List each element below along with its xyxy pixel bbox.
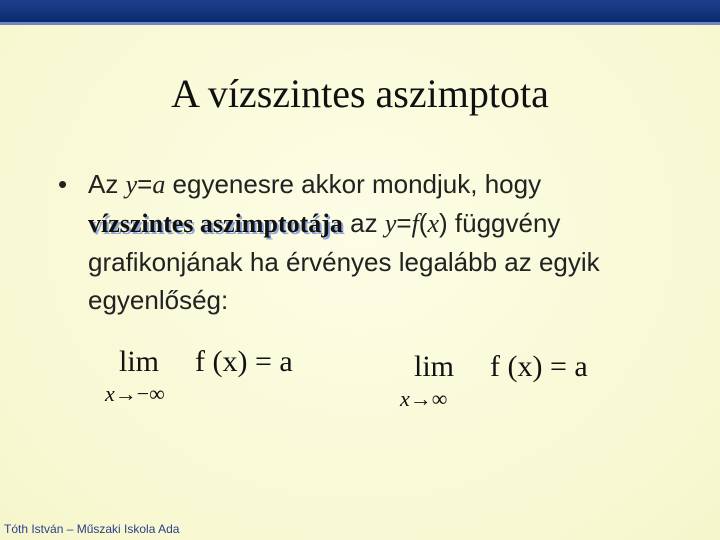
top-bar <box>0 0 720 22</box>
highlighted-term: vízszintes aszimptotája <box>88 209 343 238</box>
slide-title: A vízszintes aszimptota <box>171 71 549 116</box>
var-y2: y <box>384 209 397 238</box>
lim-operator: lim <box>119 345 160 378</box>
var-f: f <box>411 209 419 238</box>
equals-sign-2: = <box>396 208 412 238</box>
function-expression: f (x) = a <box>195 345 293 378</box>
limit-subscript <box>105 381 165 407</box>
bullet-text <box>88 165 698 319</box>
sub-var: x <box>105 381 115 406</box>
footer-credit: Tóth István – Műszaki Iskola Ada <box>4 522 180 536</box>
function-expression: f (x) = a <box>490 350 588 383</box>
var-x: x <box>427 209 440 238</box>
bullet-item <box>58 165 698 319</box>
paren-close: ) <box>439 208 448 238</box>
var-y: y <box>125 170 138 199</box>
limit-subscript <box>400 386 447 412</box>
bullet-part1: Az <box>88 169 126 199</box>
sub-var: x <box>400 386 410 411</box>
limit-formula-plus-infinity <box>400 350 630 420</box>
arrow-icon: → <box>114 381 137 406</box>
lim-operator: lim <box>414 350 455 383</box>
sub-limit: ∞ <box>431 386 448 411</box>
sub-limit: −∞ <box>136 381 165 406</box>
bullet-part2: egyenesre akkor mondjuk, hogy <box>165 169 542 199</box>
arrow-icon: → <box>409 386 432 411</box>
bullet-symbol: • <box>58 169 68 199</box>
bullet-part4: függvény grafikonjának ha érvényes legalább az egyik egyenlőség: <box>88 208 600 315</box>
var-a: a <box>152 170 166 199</box>
paren-open: ( <box>418 208 428 238</box>
bullet-part3: az <box>342 208 385 238</box>
limit-formula-minus-infinity <box>105 345 335 415</box>
equals-sign: = <box>137 169 153 199</box>
